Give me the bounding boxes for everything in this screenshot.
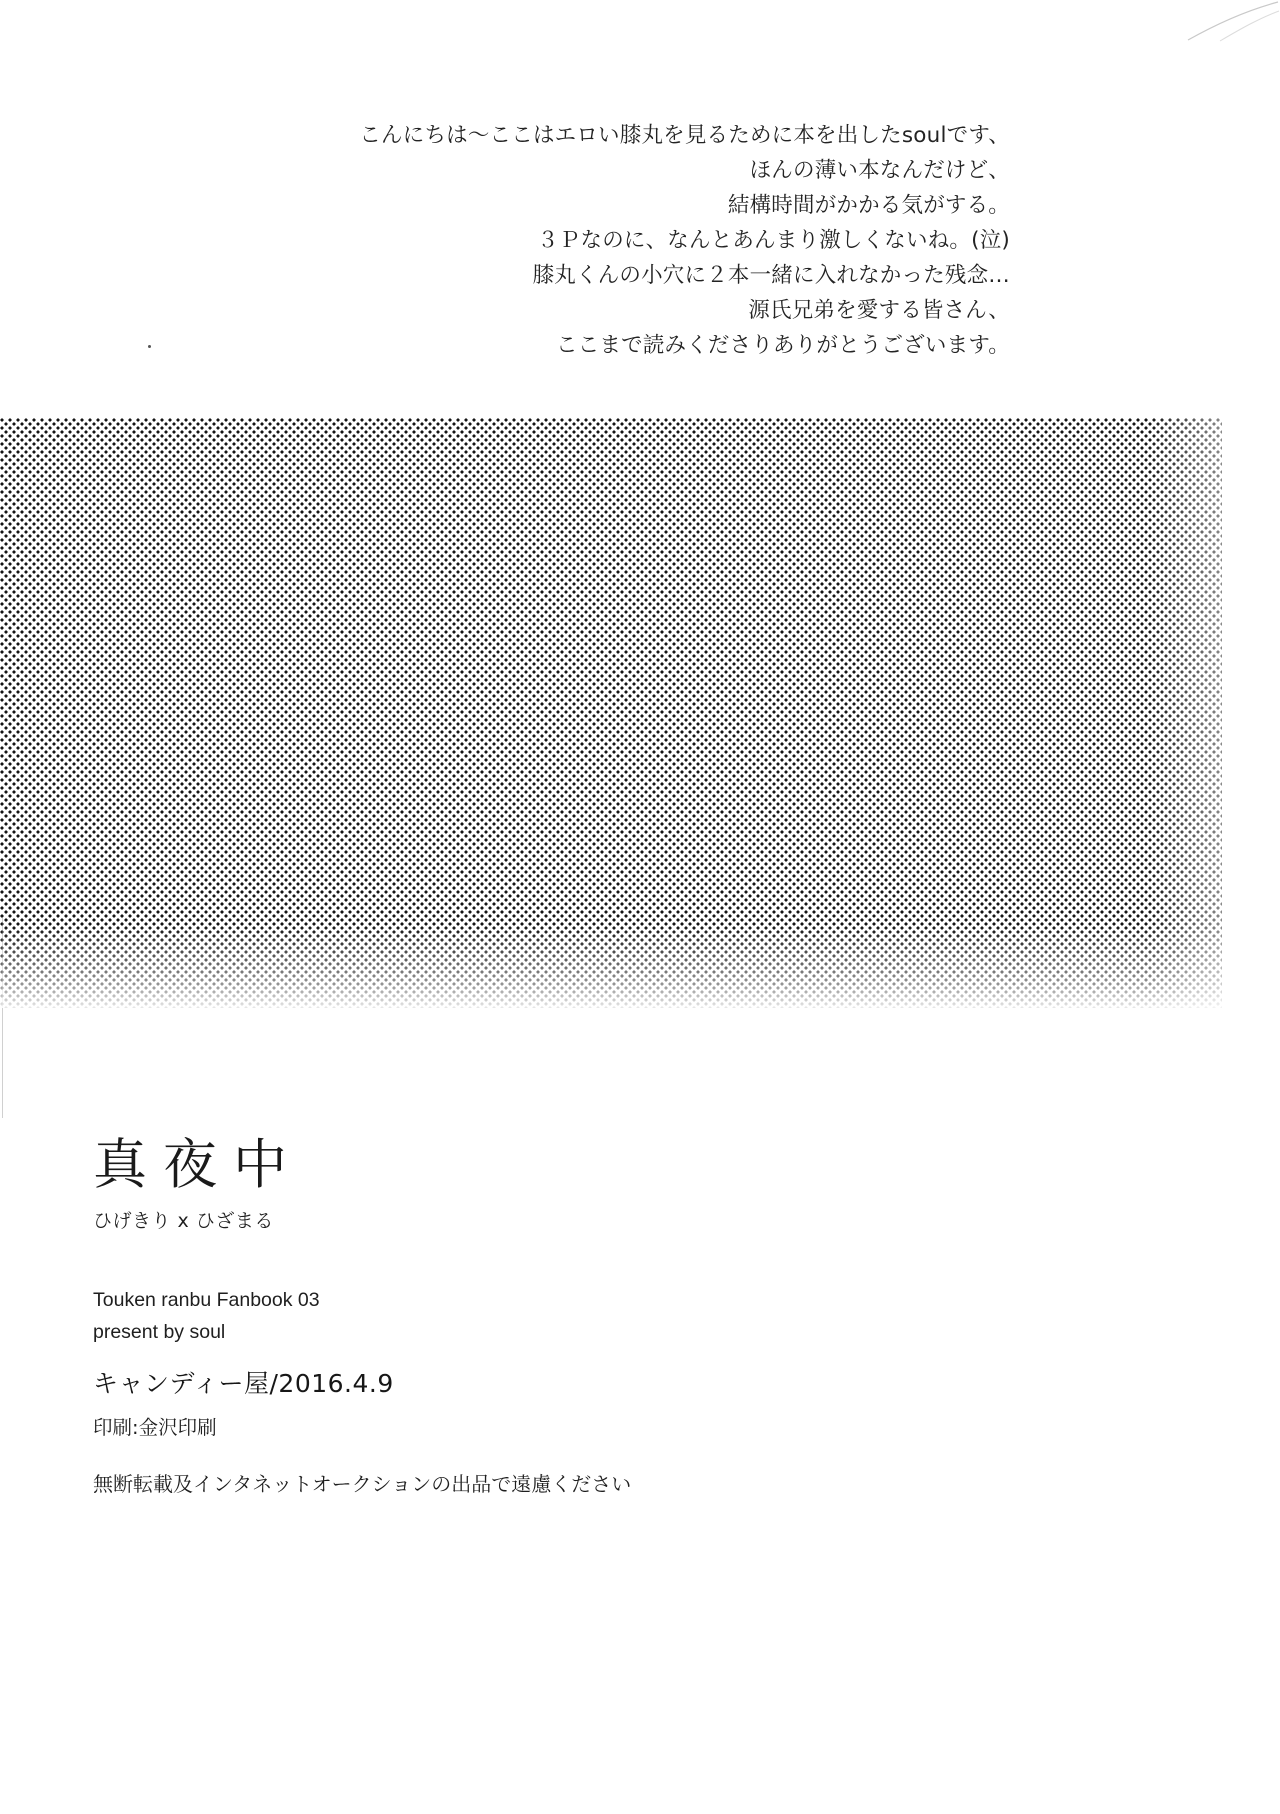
colophon-meta-line: Touken ranbu Fanbook 03	[93, 1289, 320, 1311]
afterword-line: 膝丸くんの小穴に２本一緒に入れなかった残念…	[532, 263, 1010, 289]
panel-hairline	[2, 918, 3, 1118]
colophon-subtitle: ひげきり x ひざまる	[93, 1210, 274, 1232]
colophon-title: 真夜中	[93, 1133, 303, 1196]
afterword-line: ほんの薄い本なんだけど、	[749, 158, 1010, 184]
afterword-text	[330, 118, 1010, 363]
afterword-line: 源氏兄弟を愛する皆さん、	[748, 298, 1010, 324]
afterword-line: ここまで読みくださりありがとうございます。	[556, 333, 1010, 359]
colophon-meta-line: present by soul	[93, 1320, 226, 1343]
halftone-illustration-panel	[0, 418, 1222, 1008]
afterword-line: ３Ｐなのに、なんとあんまり激しくないね。(泣)	[537, 228, 1010, 254]
colophon-circle-and-date: キャンディー屋/2016.4.9	[93, 1369, 394, 1399]
colophon-meta	[93, 1285, 793, 1348]
stray-ink-dot	[148, 345, 151, 348]
afterword-line: こんにちは〜ここはエロい膝丸を見るために本を出したsoulです、	[359, 123, 1010, 148]
colophon-printer: 印刷:金沢印刷	[93, 1416, 217, 1440]
colophon-copyright-notice: 無断転載及インタネットオークションの出品で遠慮ください	[93, 1472, 632, 1497]
colophon	[93, 1133, 793, 1497]
page-corner-curl	[1070, 0, 1280, 42]
afterword-line: 結構時間がかかる気がする。	[727, 193, 1010, 219]
